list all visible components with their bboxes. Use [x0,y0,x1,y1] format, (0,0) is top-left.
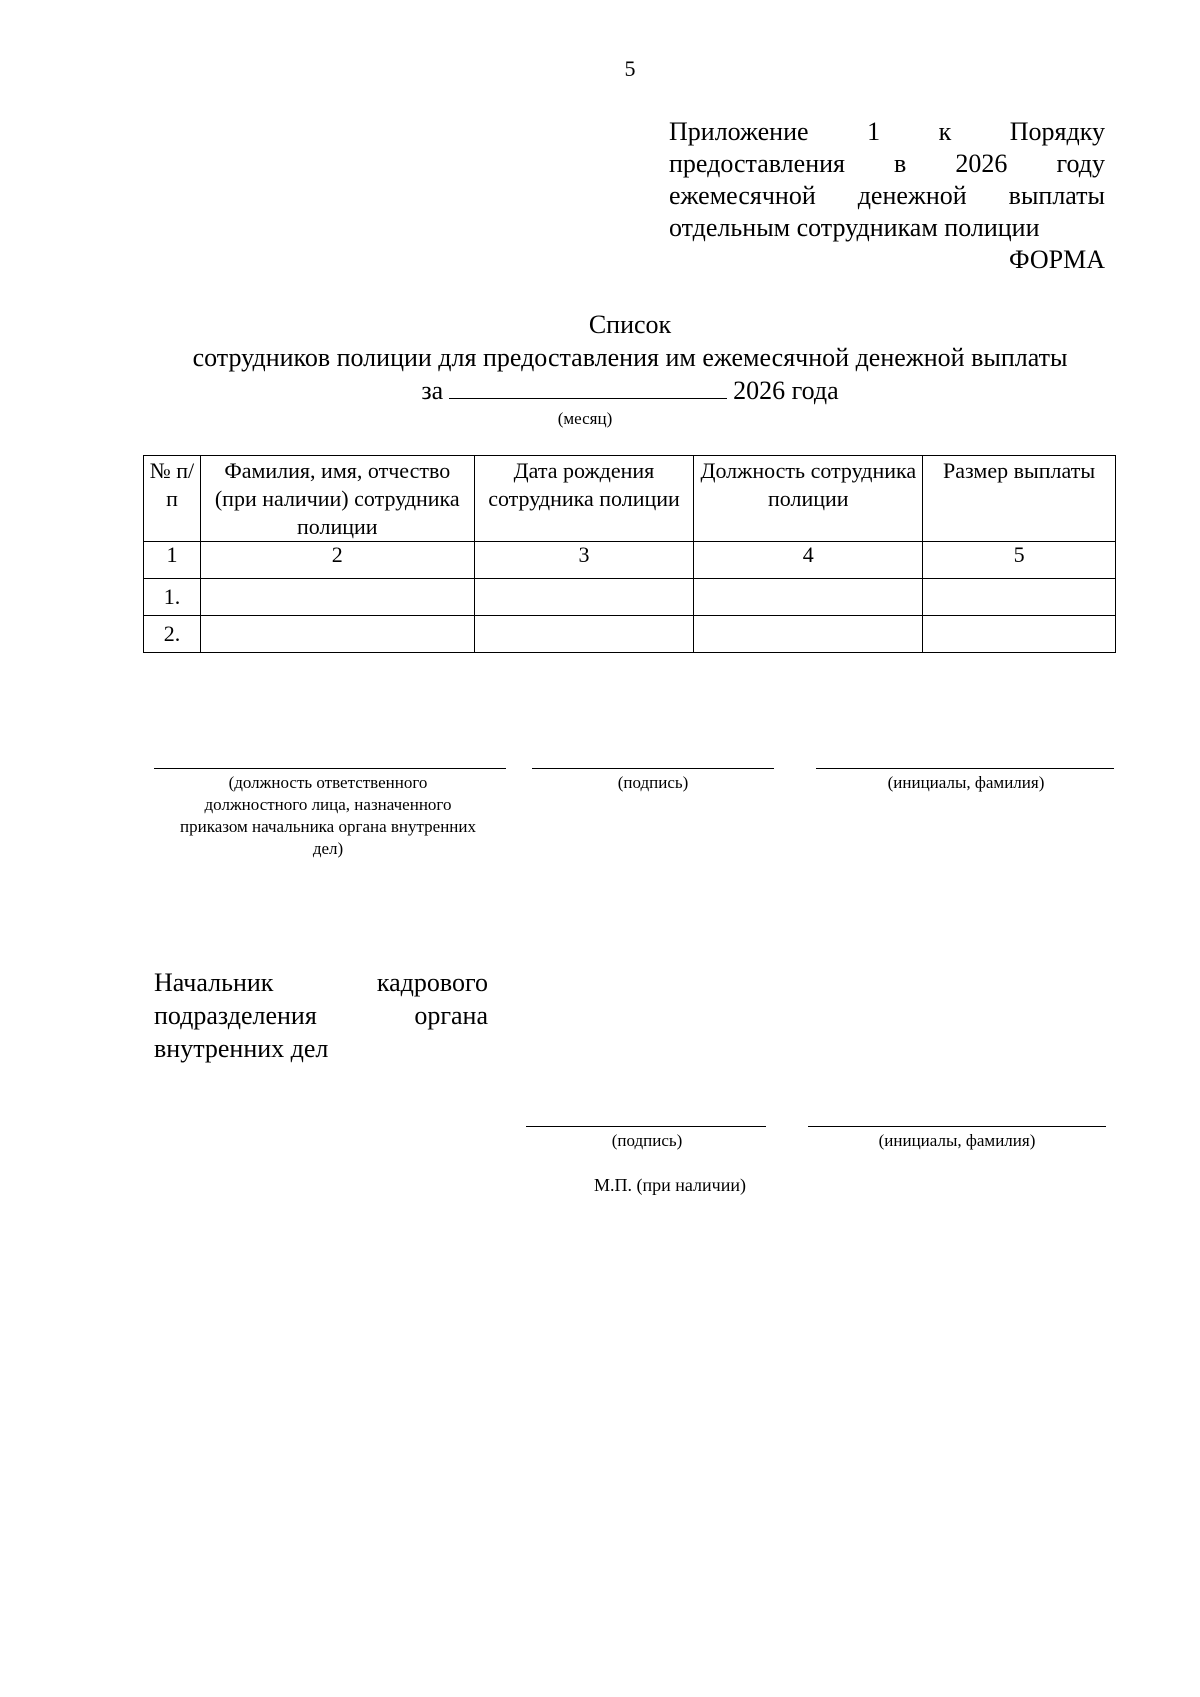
name-caption: (инициалы, фамилия) [878,1131,1036,1150]
table-cell: 1. [144,579,201,616]
column-number-row [144,542,1116,579]
appendix-line: предоставления в 2026 году [669,149,1105,178]
appendix-note [669,116,1105,276]
header-number: № п/п [144,456,201,542]
header-birth-date: Дата рождения сотрудника полиции [474,456,694,542]
title-subheading: сотрудников полиции для предоставления им ежемесячной денежной выплаты [192,343,1068,372]
table-header-row [144,456,1116,542]
form-label: ФОРМА [1009,245,1105,274]
position-caption: (должность ответственного должностного лица, назначенного приказом начальника органа внутренних дел) [180,773,476,858]
page-number: 5 [624,56,636,81]
period-prefix: за [421,376,444,405]
column-number: 2 [200,542,474,579]
table-cell[interactable] [923,616,1116,653]
signature-line[interactable] [526,1126,766,1127]
stamp-label: М.П. (при наличии) [594,1175,746,1195]
table-cell[interactable] [694,616,923,653]
column-number: 4 [694,542,923,579]
appendix-line: отдельным сотрудникам полиции [669,213,1040,242]
head-of-hr-line: внутренних дел [154,1034,329,1063]
table-cell[interactable] [474,616,694,653]
appendix-line: Приложение 1 к Порядку [669,117,1105,146]
column-number: 1 [144,542,201,579]
table-cell[interactable] [200,579,474,616]
name-caption: (инициалы, фамилия) [887,773,1045,792]
column-number: 5 [923,542,1116,579]
table-row [144,579,1116,616]
head-of-hr-title [154,966,488,1065]
column-number: 3 [474,542,694,579]
document-title [100,308,1160,407]
title-heading: Список [588,310,672,339]
header-full-name: Фамилия, имя, отчество (при наличии) сотрудника полиции [200,456,474,542]
position-signature-line[interactable] [154,768,506,769]
table-cell[interactable] [694,579,923,616]
table-cell: 2. [144,616,201,653]
signature-caption: (подпись) [617,773,689,792]
head-of-hr-line: подразделения органа [154,1001,488,1030]
signature-caption: (подпись) [611,1131,683,1150]
table-cell[interactable] [923,579,1116,616]
period-line [421,374,838,407]
month-caption: (месяц) [557,409,613,428]
month-blank-field[interactable] [449,374,727,399]
table-cell[interactable] [200,616,474,653]
table-row [144,616,1116,653]
header-payment-amount: Размер выплаты [923,456,1116,542]
header-position: Должность сотрудника полиции [694,456,923,542]
employees-table [143,455,1116,653]
period-suffix: 2026 года [733,376,839,405]
table-cell[interactable] [474,579,694,616]
appendix-line: ежемесячной денежной выплаты [669,181,1105,210]
name-signature-line[interactable] [816,768,1114,769]
head-of-hr-line: Начальник кадрового [154,968,488,997]
name-signature-line[interactable] [808,1126,1106,1127]
signature-line[interactable] [532,768,774,769]
